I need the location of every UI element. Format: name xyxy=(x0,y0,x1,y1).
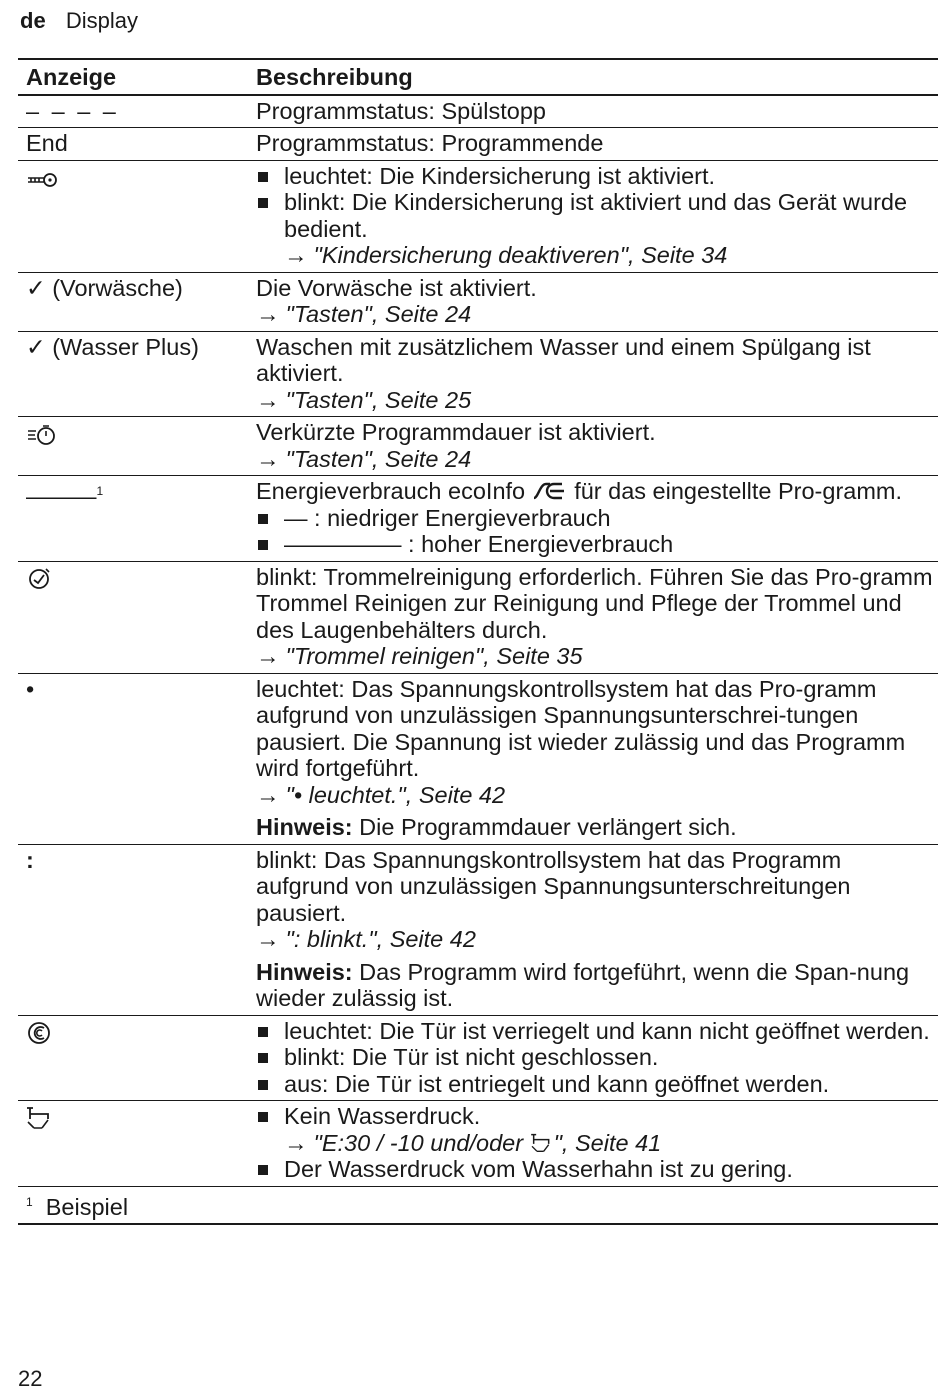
table-row xyxy=(18,1015,938,1101)
description-cell: blinkt: Das Spannungskontrollsystem hat das Programm aufgrund von unzulässigen Spannungsunterschreitungen pausiert. → ": blinkt.", Seite 42 Hinweis: Das Programm wird fortgeführt, wenn die Span-nung wieder zulässig ist. xyxy=(256,844,938,1015)
display-cell xyxy=(18,417,256,476)
list-item: leuchtet: Die Kindersicherung ist aktiviert. xyxy=(256,163,938,190)
check-mark-icon: ✓ xyxy=(26,333,46,360)
list-item: blinkt: Die Tür ist nicht geschlossen. xyxy=(256,1044,938,1071)
cross-reference-link[interactable]: → "Kindersicherung deaktiveren", Seite 34 xyxy=(284,242,728,268)
table-row xyxy=(18,331,938,417)
cross-reference-link[interactable]: → "Tasten", Seite 25 xyxy=(256,386,472,413)
description-cell: Programmstatus: Spülstopp xyxy=(256,97,546,124)
list-item: — : niedriger Energieverbrauch xyxy=(256,505,938,532)
display-cell xyxy=(18,1101,256,1187)
table-row xyxy=(18,673,938,844)
description-cell xyxy=(256,1101,938,1187)
description-cell xyxy=(256,160,938,272)
footnote: $^1$ Beispiel xyxy=(18,1186,938,1224)
list-item: blinkt: Die Kindersicherung ist aktiviert und das Gerät wurde bedient. xyxy=(256,189,938,242)
description-cell: leuchtet: Das Spannungskontrollsystem hat das Pro-gramm aufgrund von unzulässigen Spannungsunterschrei-tungen pausiert. Die Spannung ist wieder zulässig und das Programm wird fortgeführt. → "• leuchtet.", Seite 42 Hinweis: Die Programmdauer verlängert sich. xyxy=(256,673,938,844)
list-item: leuchtet: Die Tür ist verriegelt und kann nicht geöffnet werden. xyxy=(256,1018,938,1045)
display-cell xyxy=(18,561,256,673)
table-row xyxy=(18,844,938,1015)
display-cell: – – – – xyxy=(26,97,119,124)
table-row xyxy=(18,95,938,128)
table-row xyxy=(18,1101,938,1187)
table-row xyxy=(18,272,938,331)
description-cell: Verkürzte Programmdauer ist aktiviert. → "Tasten", Seite 24 xyxy=(256,417,938,476)
cross-reference-link[interactable]: → "• leuchtet.", Seite 42 xyxy=(256,781,506,808)
water-tap-icon xyxy=(26,1106,54,1130)
list-item: aus: Die Tür ist entriegelt und kann geöffnet werden. xyxy=(256,1071,938,1098)
description-cell: Die Vorwäsche ist aktiviert. → "Tasten", Seite 24 xyxy=(256,272,938,331)
note-label: Hinweis: xyxy=(256,814,353,840)
cross-reference-link[interactable]: → "Tasten", Seite 24 xyxy=(256,445,472,472)
col-header-description: Beschreibung xyxy=(256,64,413,90)
table-header-row xyxy=(18,59,938,95)
table-row xyxy=(18,417,938,476)
cross-reference-link[interactable]: → "Trommel reinigen", Seite 35 xyxy=(256,643,583,669)
cross-reference-link[interactable]: → ": blinkt.", Seite 42 xyxy=(256,926,476,952)
table-row xyxy=(18,561,938,673)
description-cell: blinkt: Trommelreinigung erforderlich. Führen Sie das Pro-gramm Trommel Reinigen zur Reinigung und Pflege der Trommel und des Laugenbehälters durch. → "Trommel reinigen", Seite 35 xyxy=(256,561,938,673)
cross-reference-link[interactable]: → "Tasten", Seite 24 xyxy=(256,301,472,327)
display-cell: • xyxy=(26,675,35,702)
table-row xyxy=(18,128,938,161)
table-row xyxy=(18,160,938,272)
key-icon xyxy=(26,169,60,191)
page-header xyxy=(20,8,138,34)
display-table xyxy=(18,58,938,1225)
section-title: Display xyxy=(65,8,138,33)
list-item: Der Wasserdruck vom Wasserhahn ist zu gering. xyxy=(256,1156,938,1183)
table-row xyxy=(18,476,938,562)
note-label: Hinweis: xyxy=(256,958,353,985)
footnote-row xyxy=(18,1186,938,1224)
display-cell xyxy=(18,1015,256,1101)
display-cell: ✓ (Wasser Plus) xyxy=(26,333,199,360)
description-cell xyxy=(256,1015,938,1101)
display-cell: : xyxy=(26,846,34,873)
note-text: Das Programm wird fortgeführt, wenn die Span-nung wieder zulässig ist. xyxy=(256,958,910,1011)
speed-timer-icon xyxy=(26,423,58,447)
display-cell: End xyxy=(26,130,68,156)
list-item: ————— : hoher Energieverbrauch xyxy=(256,531,938,558)
note-text: Die Programmdauer verlängert sich. xyxy=(359,814,737,840)
language-tag: de xyxy=(20,8,46,33)
description-cell: Programmstatus: Programmende xyxy=(256,130,604,156)
cross-reference-link[interactable]: → "E:30 / -10 und/oder ", Seite 41 xyxy=(284,1129,662,1156)
display-cell: ———$^1$ xyxy=(26,482,104,509)
col-header-display: Anzeige xyxy=(26,64,117,90)
check-mark-icon: ✓ xyxy=(26,274,46,301)
display-cell xyxy=(18,160,256,272)
page-number: 22 xyxy=(18,1366,43,1391)
description-cell: Waschen mit zusätzlichem Wasser und einem Spülgang ist aktiviert. → "Tasten", Seite 25 xyxy=(256,331,938,417)
display-cell: ✓ (Vorwäsche) xyxy=(26,274,183,301)
water-tap-icon xyxy=(530,1133,554,1153)
door-lock-icon xyxy=(26,1020,52,1046)
drum-clean-icon xyxy=(26,566,52,592)
description-cell: Energieverbrauch ecoInfo für das eingestellte Pro-gramm. — : niedriger Energieverbrauch ————— : hoher Energieverbrauch xyxy=(256,476,938,562)
eco-info-icon xyxy=(532,480,568,502)
list-item: Kein Wasserdruck. → "E:30 / -10 und/oder ", Seite 41 xyxy=(256,1103,938,1156)
